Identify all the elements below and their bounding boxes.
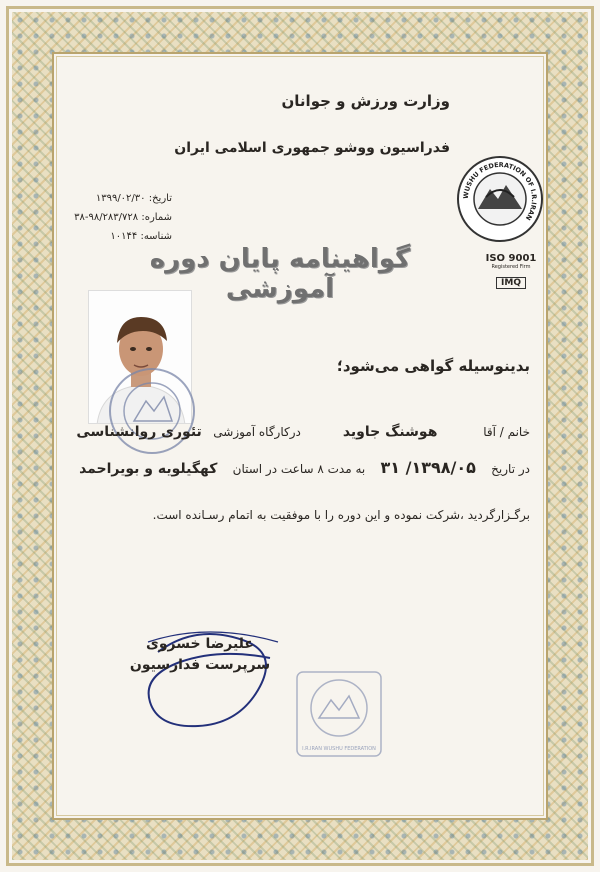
federation-title: فدراسیون ووشو جمهوری اسلامی ایران [174, 140, 450, 156]
signer-name: علیرضا خسروی [146, 636, 254, 652]
stamp-bottom-text: I.R.IRAN WUSHU FEDERATION [302, 746, 376, 752]
iso-standard: ISO 9001 [485, 253, 537, 264]
ministry-title: وزارت ورزش و جوانان [281, 92, 450, 110]
document-meta [62, 189, 172, 246]
certify-statement: بدینوسیله گواهی می‌شود؛ [336, 357, 530, 375]
meta-number: شماره: ۹۸/۲۸۳/۷۲۸-۳۸ [74, 212, 172, 223]
signer-role: سرپرست فدارسیون [129, 657, 271, 673]
body-mid-1: درکارگاه آموزشی [213, 425, 301, 439]
iso-registered: Registered Firm [491, 264, 531, 270]
iso-badge [481, 253, 541, 289]
certificate-title: گواهینامه پایان دوره آموزشی [149, 244, 411, 304]
body-mid-2: به مدت ۸ ساعت در استان [232, 462, 366, 476]
body-line-1 [60, 424, 530, 448]
course-date: ۱۳۹۸/۰۵/ ۳۱ [380, 458, 476, 477]
imq-mark: IMQ [496, 277, 526, 289]
signer-block [120, 636, 280, 673]
body-prefix-2: در تاریخ [491, 462, 530, 476]
meta-id: شناسه: ۱۰۱۴۴ [110, 231, 172, 242]
course-name: تئوری روانشناسی [76, 424, 202, 440]
province-name: کهگیلویه و بویراحمد [79, 461, 218, 477]
holder-name: هوشنگ جاوید [342, 424, 438, 440]
wushu-federation-emblem-icon [456, 155, 544, 243]
body-line-3: برگـزارگردید ،شرکت نموده و این دوره را با موفقیت به اتمام رسـانده است. [152, 508, 530, 522]
body-prefix-1: خانم / آقا [483, 425, 530, 439]
emblem-ring-text: WUSHU FEDERATION OF I.R.IRAN [461, 160, 539, 222]
federation-stamp-icon [293, 668, 385, 762]
meta-date: تاریخ: ۱۳۹۹/۰۲/۳۰ [95, 193, 172, 204]
body-line-2 [60, 458, 530, 482]
